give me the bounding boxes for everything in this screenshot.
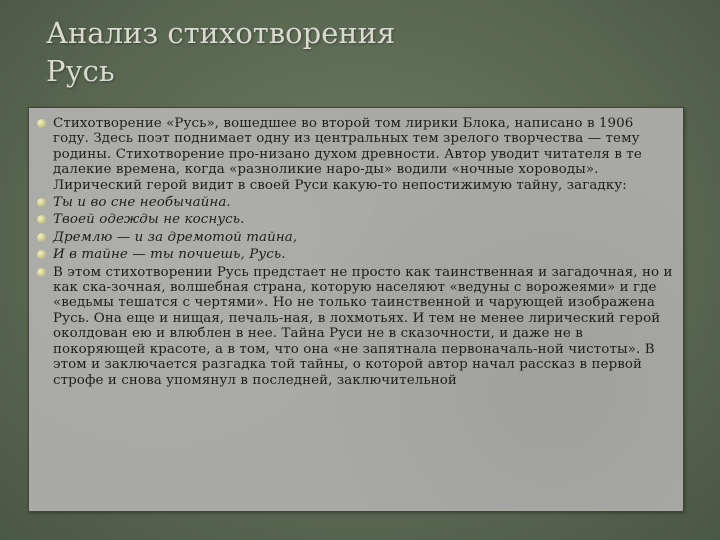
list-item: [37, 195, 673, 210]
list-item: [37, 116, 673, 193]
slide-title-line-2: Русь: [46, 54, 115, 88]
round-bullet-icon: [37, 250, 46, 259]
poem-line: Твоей одежды не коснусь.: [53, 212, 245, 228]
list-item-text: Стихотворение «Русь», вошедшее во второй том лирики Блока, написано в 1906 году. Здесь поэт поднимает одну из центральных тем зрелого творчества — тему родины. Стихотворение про-низано духом древности. Автор уводит читателя в те далекие времена, когда «разноликие наро-ды» водили «ночные хороводы». Лирический герой видит в своей Руси какую-то непостижимую тайну, загадку:: [53, 116, 642, 193]
list-item-text: В этом стихотворении Русь предстает не просто как таинственная и загадочная, но и как ска-зочная, волшебная страна, которую населяют «ведуны с ворожеями» и где «ведьмы тешатся с чертями». Но не только таинственной и чарующей изображена Русь. Она еще и нищая, печаль-ная, в лохмотьях. И тем не менее лирический герой околдован ею и влюблен в нее. Тайна Руси не в сказочности, и даже не в покоряющей красоте, а в том, что она «не запятнала первоначаль-ной чистоты». В этом и заключается разгадка той тайны, о которой автор начал рассказ в первой строфе и снова упомянул в последней, заключительной: [53, 264, 673, 388]
list-item: [37, 247, 673, 262]
slide-title-line-1: Анализ стихотворения: [46, 16, 396, 50]
bullet-list: [29, 108, 683, 388]
list-item: [37, 265, 673, 388]
round-bullet-icon: [37, 119, 46, 128]
list-item: [37, 212, 673, 227]
round-bullet-icon: [37, 268, 46, 277]
round-bullet-icon: [37, 198, 46, 207]
round-bullet-icon: [37, 233, 46, 242]
content-panel: [28, 107, 684, 512]
slide-title: [46, 14, 666, 90]
poem-line: И в тайне — ты почиешь, Русь.: [53, 247, 286, 263]
poem-line: Дремлю — и за дремотой тайна,: [53, 229, 298, 245]
poem-line: Ты и во сне необычайна.: [53, 195, 231, 211]
list-item: [37, 230, 673, 245]
round-bullet-icon: [37, 215, 46, 224]
